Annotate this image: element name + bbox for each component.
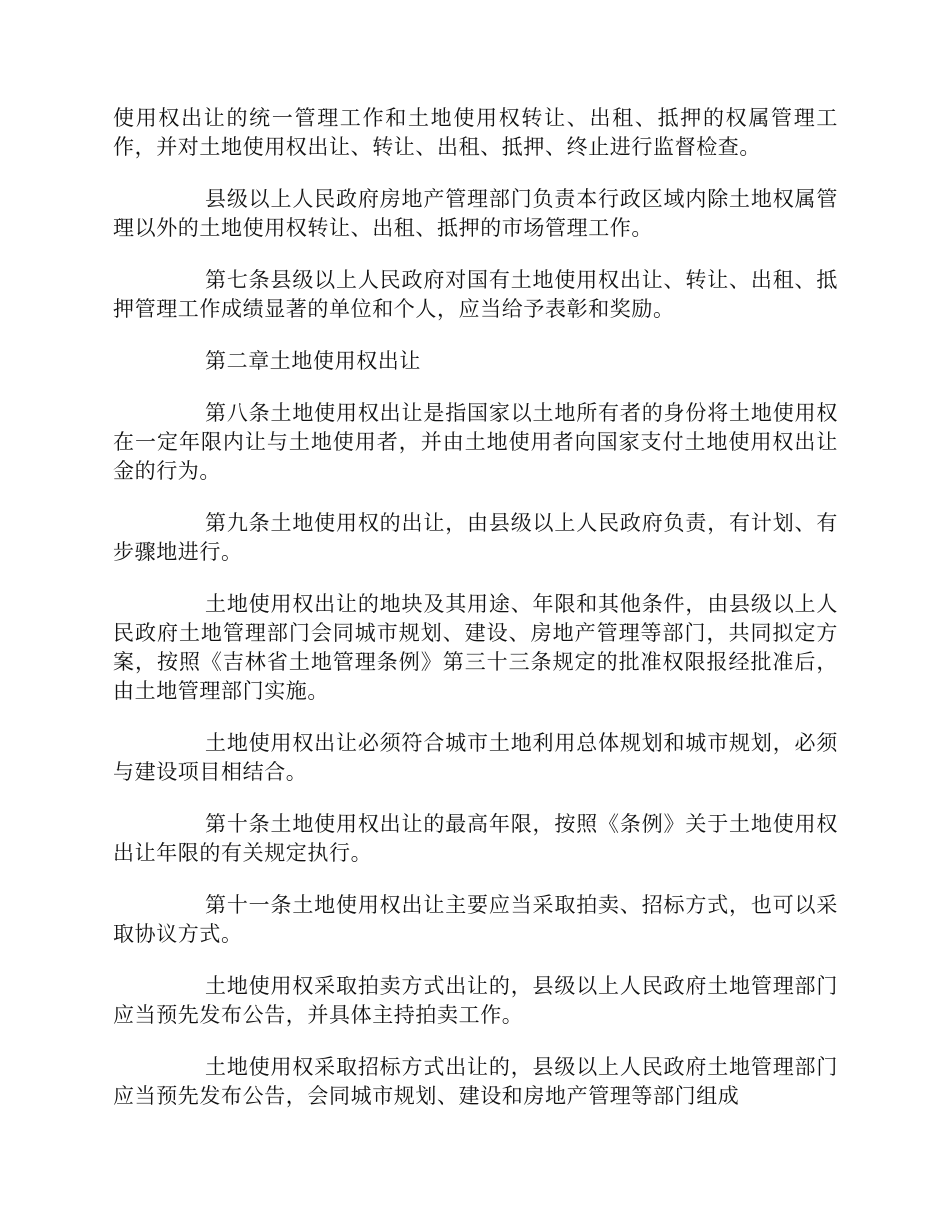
paragraph-auction-method: 土地使用权采取拍卖方式出让的，县级以上人民政府土地管理部门应当预先发布公告，并具体主持拍卖工作。 (113, 974, 838, 1027)
paragraph-article-8: 第八条土地使用权出让是指国家以土地所有者的身份将土地使用权在一定年限内让与土地使用者，并由土地使用者向国家支付土地使用权出让金的行为。 (113, 401, 838, 483)
paragraph-article-10: 第十条土地使用权出让的最高年限，按照《条例》关于土地使用权出让年限的有关规定执行。 (113, 812, 838, 865)
paragraph-county-housing-dept: 县级以上人民政府房地产管理部门负责本行政区域内除土地权属管理以外的土地使用权转让、出租、抵押的市场管理工作。 (113, 187, 838, 240)
paragraph-article-11: 第十一条土地使用权出让主要应当采取拍卖、招标方式，也可以采取协议方式。 (113, 893, 838, 946)
paragraph-article-9: 第九条土地使用权的出让，由县级以上人民政府负责，有计划、有步骤地进行。 (113, 511, 838, 564)
paragraph-article-7: 第七条县级以上人民政府对国有土地使用权出让、转让、出租、抵押管理工作成绩显著的单位和个人，应当给予表彰和奖励。 (113, 268, 838, 321)
paragraph-tender-method: 土地使用权采取招标方式出让的，县级以上人民政府土地管理部门应当预先发布公告，会同城市规划、建设和房地产管理等部门组成 (113, 1055, 838, 1108)
paragraph-planning-compliance: 土地使用权出让必须符合城市土地利用总体规划和城市规划，必须与建设项目相结合。 (113, 731, 838, 784)
chapter-heading: 第二章土地使用权出让 (205, 349, 421, 373)
paragraph-continuation: 使用权出让的统一管理工作和土地使用权转让、出租、抵押的权属管理工作，并对土地使用权出让、转让、出租、抵押、终止进行监督检查。 (113, 106, 838, 159)
document-body (113, 104, 838, 1134)
paragraph-parcel-conditions: 土地使用权出让的地块及其用途、年限和其他条件，由县级以上人民政府土地管理部门会同城市规划、建设、房地产管理等部门，共同拟定方案，按照《吉林省土地管理条例》第三十三条规定的批准权限报经批准后，由土地管理部门实施。 (113, 592, 838, 703)
